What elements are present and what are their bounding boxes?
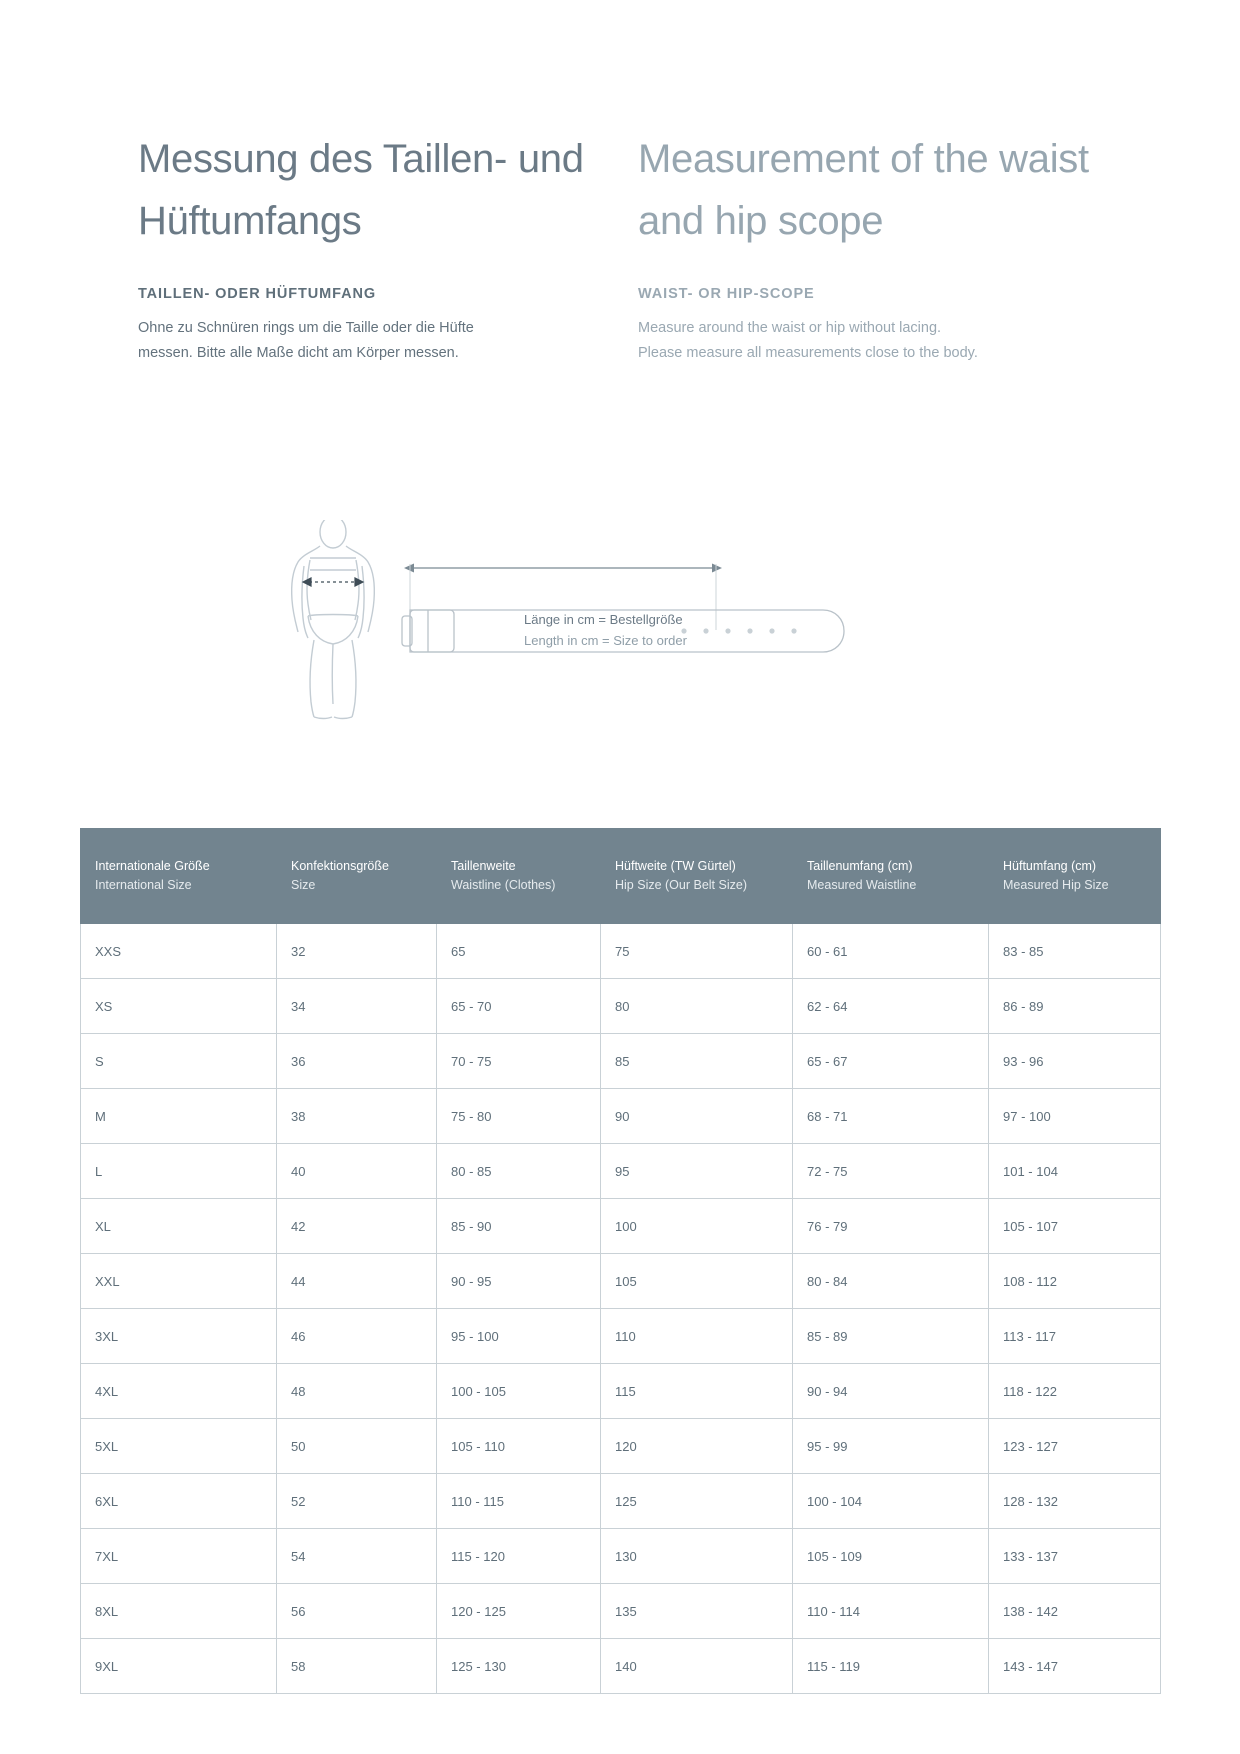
cell-international-size: 7XL <box>81 1529 277 1584</box>
cell-waistline: 105 - 110 <box>437 1419 601 1474</box>
headings-block <box>138 128 1118 367</box>
column-header-en: Measured Hip Size <box>1003 878 1109 892</box>
column-header-de: Taillenweite <box>451 859 516 874</box>
cell-size: 42 <box>277 1199 437 1254</box>
cell-international-size: 5XL <box>81 1419 277 1474</box>
cell-hip-size: 80 <box>601 979 793 1034</box>
cell-waistline: 125 - 130 <box>437 1639 601 1694</box>
cell-size: 48 <box>277 1364 437 1419</box>
cell-size: 54 <box>277 1529 437 1584</box>
cell-measured-hip-size: 113 - 117 <box>989 1309 1161 1364</box>
page-title-en: Measurement of the waist and hip scope <box>638 137 1089 243</box>
german-column <box>138 128 638 367</box>
belt-length-label-de: Länge in cm = Bestellgröße <box>524 612 683 627</box>
cell-size: 52 <box>277 1474 437 1529</box>
cell-measured-hip-size: 143 - 147 <box>989 1639 1161 1694</box>
table-row <box>81 1254 1161 1309</box>
cell-measured-hip-size: 133 - 137 <box>989 1529 1161 1584</box>
cell-waistline: 65 <box>437 924 601 979</box>
cell-hip-size: 120 <box>601 1419 793 1474</box>
subheading-de: TAILLEN- ODER HÜFTUMFANG <box>138 286 377 302</box>
cell-measured-waistline: 95 - 99 <box>793 1419 989 1474</box>
cell-measured-hip-size: 86 - 89 <box>989 979 1161 1034</box>
body-figure-icon <box>292 520 375 719</box>
cell-measured-waistline: 110 - 114 <box>793 1584 989 1639</box>
belt-length-label <box>524 609 687 652</box>
cell-size: 38 <box>277 1089 437 1144</box>
size-table <box>80 828 1161 1694</box>
column-header-size <box>277 829 437 924</box>
cell-measured-hip-size: 97 - 100 <box>989 1089 1161 1144</box>
cell-waistline: 115 - 120 <box>437 1529 601 1584</box>
cell-measured-hip-size: 101 - 104 <box>989 1144 1161 1199</box>
column-header-de: Internationale Größe <box>95 859 210 874</box>
cell-hip-size: 75 <box>601 924 793 979</box>
cell-measured-waistline: 65 - 67 <box>793 1034 989 1089</box>
cell-measured-hip-size: 138 - 142 <box>989 1584 1161 1639</box>
cell-hip-size: 105 <box>601 1254 793 1309</box>
page-title-de: Messung des Taillen- und Hüftumfangs <box>138 137 584 243</box>
body-text-de-line1: Ohne zu Schnüren rings um die Taille oder die Hüfte <box>138 320 474 336</box>
cell-international-size: L <box>81 1144 277 1199</box>
cell-hip-size: 95 <box>601 1144 793 1199</box>
table-row <box>81 1529 1161 1584</box>
cell-waistline: 110 - 115 <box>437 1474 601 1529</box>
cell-measured-waistline: 60 - 61 <box>793 924 989 979</box>
cell-hip-size: 125 <box>601 1474 793 1529</box>
table-row <box>81 1089 1161 1144</box>
body-text-de-line2: messen. Bitte alle Maße dicht am Körper messen. <box>138 345 459 362</box>
column-header-de: Hüftumfang (cm) <box>1003 859 1097 874</box>
table-row <box>81 1364 1161 1419</box>
cell-measured-hip-size: 108 - 112 <box>989 1254 1161 1309</box>
cell-measured-hip-size: 128 - 132 <box>989 1474 1161 1529</box>
cell-international-size: 8XL <box>81 1584 277 1639</box>
cell-waistline: 95 - 100 <box>437 1309 601 1364</box>
body-text-en-line1: Measure around the waist or hip without lacing. <box>638 320 942 336</box>
column-header-de: Taillenumfang (cm) <box>807 859 913 874</box>
cell-waistline: 65 - 70 <box>437 979 601 1034</box>
table-row <box>81 1144 1161 1199</box>
column-header-de: Hüftweite (TW Gürtel) <box>615 859 736 874</box>
column-header-measured-hip-size <box>989 829 1161 924</box>
cell-hip-size: 135 <box>601 1584 793 1639</box>
subheading-en: WAIST- OR HIP-SCOPE <box>638 286 815 302</box>
cell-hip-size: 140 <box>601 1639 793 1694</box>
cell-measured-hip-size: 123 - 127 <box>989 1419 1161 1474</box>
cell-international-size: XL <box>81 1199 277 1254</box>
cell-international-size: 6XL <box>81 1474 277 1529</box>
column-header-en: Size <box>291 878 316 892</box>
cell-measured-waistline: 72 - 75 <box>793 1144 989 1199</box>
cell-hip-size: 130 <box>601 1529 793 1584</box>
table-row <box>81 1584 1161 1639</box>
cell-international-size: XXL <box>81 1254 277 1309</box>
cell-international-size: XS <box>81 979 277 1034</box>
body-text-de <box>138 316 638 367</box>
cell-size: 34 <box>277 979 437 1034</box>
column-header-measured-waistline <box>793 829 989 924</box>
size-table-wrapper <box>80 828 1160 1694</box>
cell-size: 36 <box>277 1034 437 1089</box>
table-header-row <box>81 829 1161 924</box>
cell-hip-size: 90 <box>601 1089 793 1144</box>
cell-waistline: 75 - 80 <box>437 1089 601 1144</box>
cell-size: 46 <box>277 1309 437 1364</box>
belt-holes-icon <box>681 628 796 633</box>
cell-measured-hip-size: 118 - 122 <box>989 1364 1161 1419</box>
cell-measured-waistline: 68 - 71 <box>793 1089 989 1144</box>
cell-waistline: 120 - 125 <box>437 1584 601 1639</box>
cell-hip-size: 85 <box>601 1034 793 1089</box>
table-row <box>81 924 1161 979</box>
cell-international-size: S <box>81 1034 277 1089</box>
cell-measured-waistline: 100 - 104 <box>793 1474 989 1529</box>
cell-hip-size: 110 <box>601 1309 793 1364</box>
cell-size: 50 <box>277 1419 437 1474</box>
column-header-en: Waistline (Clothes) <box>451 878 556 892</box>
waist-measure-arrow-icon <box>303 578 363 586</box>
column-header-en: Measured Waistline <box>807 878 917 892</box>
cell-measured-waistline: 115 - 119 <box>793 1639 989 1694</box>
cell-waistline: 85 - 90 <box>437 1199 601 1254</box>
size-table-body <box>81 924 1161 1694</box>
cell-waistline: 80 - 85 <box>437 1144 601 1199</box>
cell-hip-size: 100 <box>601 1199 793 1254</box>
cell-measured-waistline: 62 - 64 <box>793 979 989 1034</box>
cell-measured-waistline: 76 - 79 <box>793 1199 989 1254</box>
cell-size: 44 <box>277 1254 437 1309</box>
cell-international-size: 4XL <box>81 1364 277 1419</box>
cell-waistline: 90 - 95 <box>437 1254 601 1309</box>
table-row <box>81 1419 1161 1474</box>
body-text-en <box>638 316 1118 367</box>
cell-measured-hip-size: 93 - 96 <box>989 1034 1161 1089</box>
cell-measured-hip-size: 105 - 107 <box>989 1199 1161 1254</box>
cell-size: 32 <box>277 924 437 979</box>
table-row <box>81 1474 1161 1529</box>
cell-size: 58 <box>277 1639 437 1694</box>
cell-international-size: M <box>81 1089 277 1144</box>
table-row <box>81 979 1161 1034</box>
cell-international-size: 3XL <box>81 1309 277 1364</box>
table-row <box>81 1199 1161 1254</box>
cell-measured-waistline: 105 - 109 <box>793 1529 989 1584</box>
cell-waistline: 100 - 105 <box>437 1364 601 1419</box>
cell-measured-waistline: 80 - 84 <box>793 1254 989 1309</box>
size-table-head <box>81 829 1161 924</box>
cell-measured-hip-size: 83 - 85 <box>989 924 1161 979</box>
column-header-de: Konfektionsgröße <box>291 859 389 874</box>
cell-hip-size: 115 <box>601 1364 793 1419</box>
column-header-en: Hip Size (Our Belt Size) <box>615 878 747 892</box>
belt-length-label-en: Length in cm = Size to order <box>524 633 687 649</box>
column-header-en: International Size <box>95 878 192 892</box>
table-row <box>81 1639 1161 1694</box>
table-row <box>81 1309 1161 1364</box>
cell-size: 56 <box>277 1584 437 1639</box>
cell-international-size: XXS <box>81 924 277 979</box>
table-row <box>81 1034 1161 1089</box>
english-column <box>638 128 1118 367</box>
body-text-en-line2: Please measure all measurements close to the body. <box>638 345 978 362</box>
column-header-international-size <box>81 829 277 924</box>
cell-measured-waistline: 85 - 89 <box>793 1309 989 1364</box>
column-header-hip-size-belt <box>601 829 793 924</box>
cell-international-size: 9XL <box>81 1639 277 1694</box>
cell-size: 40 <box>277 1144 437 1199</box>
column-header-waistline-clothes <box>437 829 601 924</box>
cell-waistline: 70 - 75 <box>437 1034 601 1089</box>
cell-measured-waistline: 90 - 94 <box>793 1364 989 1419</box>
